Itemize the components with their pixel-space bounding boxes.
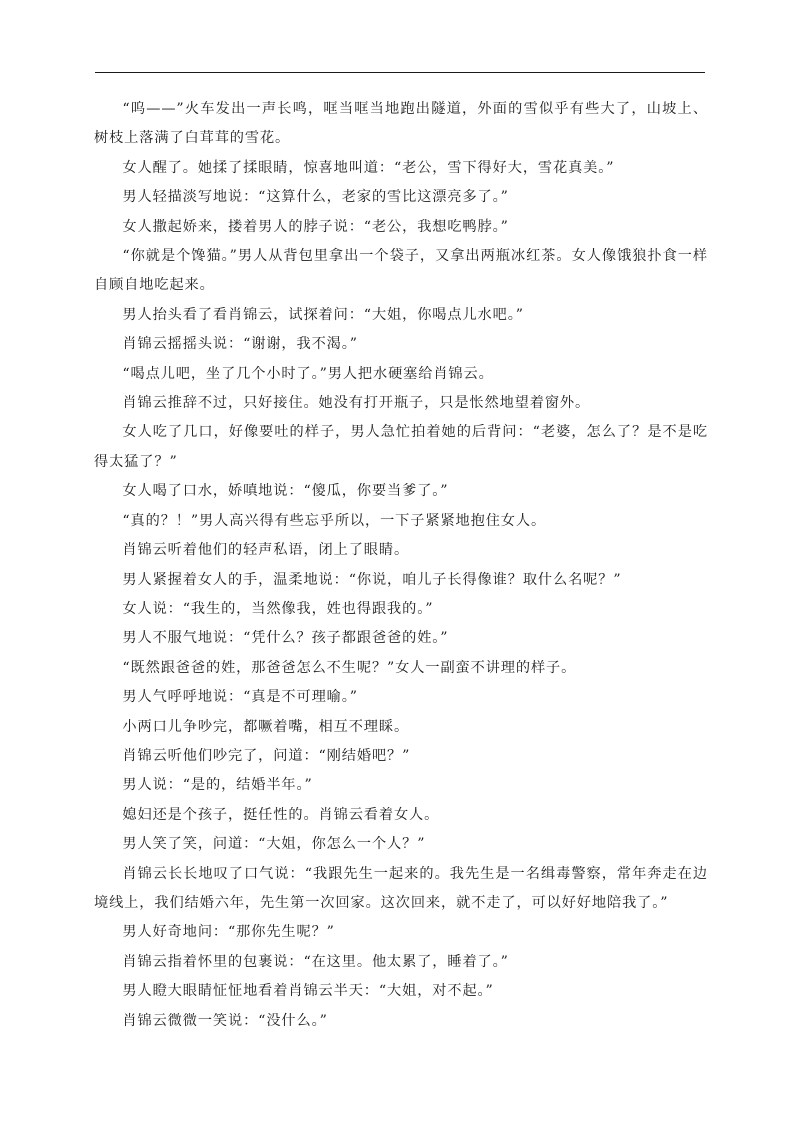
paragraph: 女人醒了。她揉了揉眼睛，惊喜地叫道：“老公，雪下得好大，雪花真美。” (122, 159, 615, 176)
paragraph: 肖锦云推辞不过，只好接住。她没有打开瓶子，只是怅然地望着窗外。 (122, 395, 591, 412)
paragraph: 男人抬头看了看肖锦云，试探着问：“大姐，你喝点儿水吧。” (122, 306, 524, 323)
paragraph: 肖锦云听他们吵完了，问道：“刚结婚吧？” (122, 747, 411, 764)
paragraph: 男人紧握着女人的手，温柔地说：“你说，咱儿子长得像谁？取什么名呢？” (122, 571, 622, 588)
paragraph: “呜——”火车发出一声长鸣，哐当哐当地跑出隧道，外面的雪似乎有些大了，山坡上、树枝上落满了白茸茸的雪花。 (94, 101, 708, 147)
paragraph: 男人瞪大眼睛怔怔地看着肖锦云半天：“大姐，对不起。” (122, 983, 494, 1000)
paragraph: 男人轻描淡写地说：“这算什么，老家的雪比这漂亮多了。” (122, 189, 509, 206)
paragraph: “真的？！”男人高兴得有些忘乎所以，一下子紧紧地抱住女人。 (122, 512, 547, 529)
article-body (94, 95, 708, 1036)
paragraph: 媳妇还是个孩子，挺任性的。肖锦云看着女人。 (122, 806, 440, 823)
paragraph: 小两口儿争吵完，都噘着嘴，相互不理睬。 (122, 718, 410, 735)
paragraph: “喝点儿吧，坐了几个小时了。”男人把水硬塞给肖锦云。 (122, 365, 494, 382)
paragraph: 男人不服气地说：“凭什么？孩子都跟爸爸的姓。” (122, 630, 449, 647)
paragraph: 肖锦云指着怀里的包裹说：“在这里。他太累了，睡着了。” (122, 953, 509, 970)
paragraph: 男人好奇地问：“那你先生呢？” (122, 924, 335, 941)
paragraph: 男人笑了笑，问道：“大姐，你怎么一个人？” (122, 836, 426, 853)
paragraph: 女人撒起娇来，搂着男人的脖子说：“老公，我想吃鸭脖。” (122, 218, 509, 235)
paragraph: “既然跟爸爸的姓，那爸爸怎么不生呢？”女人一副蛮不讲理的样子。 (122, 659, 577, 676)
header-rule (95, 72, 705, 73)
paragraph: 肖锦云长长地叹了口气说：“我跟先生一起来的。我先生是一名缉毒警察，常年奔走在边境线上，我们结婚六年，先生第一次回家。这次回来，就不走了，可以好好地陪我了。” (94, 865, 708, 911)
paragraph: 男人气呼呼地说：“真是不可理喻。” (122, 689, 358, 706)
paragraph: 肖锦云微微一笑说：“没什么。” (122, 1012, 328, 1029)
paragraph: 肖锦云摇摇头说：“谢谢，我不渴。” (122, 336, 358, 353)
paragraph: 女人吃了几口，好像要吐的样子，男人急忙拍着她的后背问：“老婆，怎么了？是不是吃得太猛了？” (94, 424, 708, 470)
paragraph: “你就是个馋猫。”男人从背包里拿出一个袋子，又拿出两瓶冰红茶。女人像饿狼扑食一样自顾自地吃起来。 (94, 248, 708, 294)
paragraph: 女人说：“我生的，当然像我，姓也得跟我的。” (122, 600, 434, 617)
paragraph: 肖锦云听着他们的轻声私语，闭上了眼睛。 (122, 542, 410, 559)
paragraph: 女人喝了口水，娇嗔地说：“傻瓜，你要当爹了。” (122, 483, 449, 500)
paragraph: 男人说：“是的，结婚半年。” (122, 777, 313, 794)
